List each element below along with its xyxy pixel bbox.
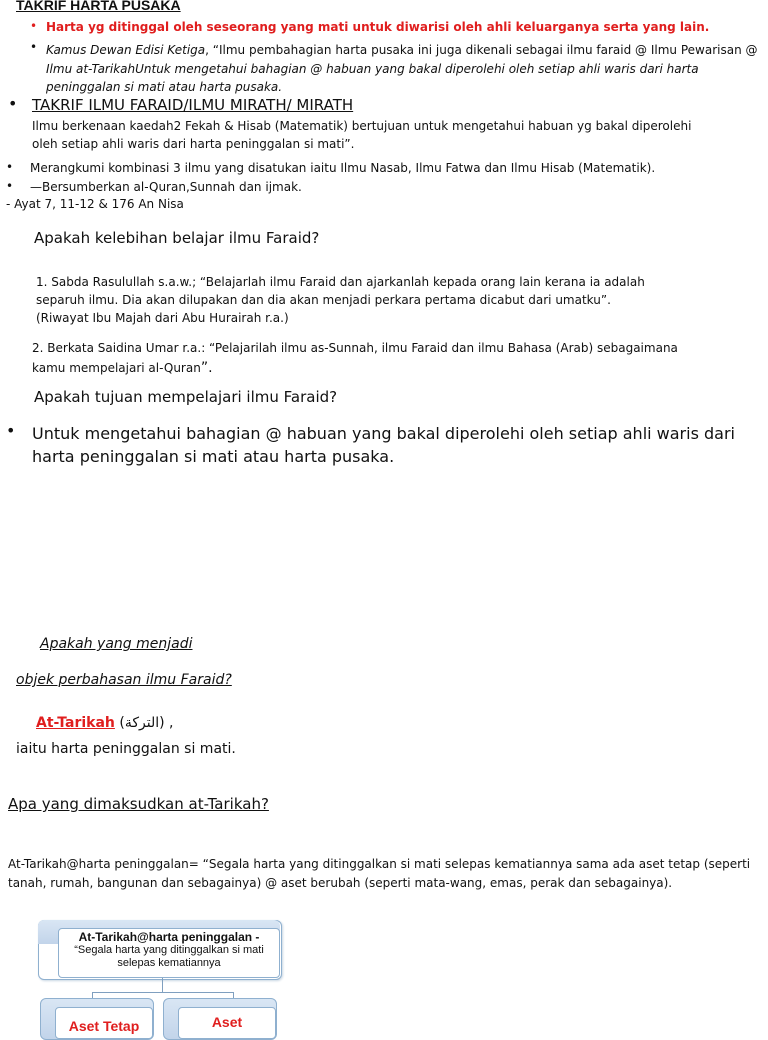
ayat-reference: - Ayat 7, 11-12 & 176 An Nisa [6,197,184,211]
at-tarikah-term: At-Tarikah (التركة) , [36,715,174,731]
section-title-ilmu-faraid: TAKRIF ILMU FARAID/ILMU MIRATH/ MIRATH [32,96,354,114]
connector-horizontal [92,992,233,993]
tujuan-answer: Untuk mengetahui bahagian @ habuan yang bakal diperolehi oleh setiap ahli waris dari harta peninggalan si mati atau harta pusaka. [32,424,735,466]
harta-pusaka-definition: Harta yg ditinggal oleh seseorang yang mati untuk diwarisi oleh ahli keluarganya serta yang lain. [46,20,710,34]
diagram-root-content [58,928,280,978]
umar-quote: 2. Berkata Saidina Umar r.a.: “Pelajarilah ilmu as-Sunnah, ilmu Faraid dan ilmu Bahasa (Arab) sebagaimana kamu mempelajari al-Quran”. [32,341,678,376]
aset-label: Aset [178,1007,276,1039]
tujuan-question: Apakah tujuan mempelajari ilmu Faraid? [34,388,338,406]
hadith-quote: 1. Sabda Rasulullah s.a.w.; “Belajarlah ilmu Faraid dan ajarkanlah kepada orang lain kerana ia adalah separuh ilmu. Dia akan dilupakan dan dia akan menjadi perkara pertama dicabut dari umatku”. (Riwayat Ibu Majah dari Abu Hurairah r.a.) [36,275,645,325]
tarikah-definition: At-Tarikah@harta peninggalan= “Segala harta yang ditinggalkan si mati selepas kematiannya sama ada aset tetap (seperti tanah, rumah, bangunan dan sebagainya) @ aset berubah (seperti mata-wang, emas, perak dan sebagainya). [8,857,751,890]
kombinasi-ilmu-text: Merangkumi kombinasi 3 ilmu yang disatukan iaitu Ilmu Nasab, Ilmu Fatwa dan Ilmu Hisab (Matematik). [30,161,656,175]
aset-tetap-label: Aset Tetap [55,1007,153,1039]
bullet-icon: • [6,179,14,193]
objek-heading-line2: objek perbahasan ilmu Faraid? [16,672,232,688]
ilmu-faraid-definition: Ilmu berkenaan kaedah2 Fekah & Hisab (Matematik) bertujuan untuk mengetahui habuan yg bakal diperolehi oleh setiap ahli waris dari harta peninggalan si mati”. [32,119,692,151]
kelebihan-question: Apakah kelebihan belajar ilmu Faraid? [34,229,320,247]
bullet-icon: • [30,19,38,33]
at-tarikah-description: iaitu harta peninggalan si mati. [16,741,236,757]
bullet-icon: • [30,40,38,54]
diagram-child-left [40,998,154,1040]
diagram-root-line2: selepas kematiannya [117,957,221,969]
objek-heading-line1: Apakah yang menjadi [40,636,193,652]
diagram-root-title: At-Tarikah@harta peninggalan - [78,930,260,944]
diagram-root-line1: “Segala harta yang ditinggalkan si mati [74,944,264,956]
connector-vertical [162,978,163,992]
bullet-icon: • [6,160,14,174]
sumber-text: —Bersumberkan al-Quran,Sunnah dan ijmak. [30,180,302,194]
bullet-icon: • [6,421,16,440]
section-title-harta-pusaka: TAKRIF HARTA PUSAKA [16,0,181,13]
diagram-child-right [163,998,277,1040]
tarikah-meaning-question: Apa yang dimaksudkan at-Tarikah? [8,795,269,813]
bullet-icon: • [8,94,18,113]
kamus-dewan-quote: Kamus Dewan Edisi Ketiga, “Ilmu pembahagian harta pusaka ini juga dikenali sebagai ilmu faraid @ Ilmu Pewarisan @ Ilmu at-TarikahUntuk mengetahui bahagian @ habuan yang bakal diperolehi oleh setiap ahli waris dari harta peninggalan si mati atau harta pusaka. [46,43,758,94]
